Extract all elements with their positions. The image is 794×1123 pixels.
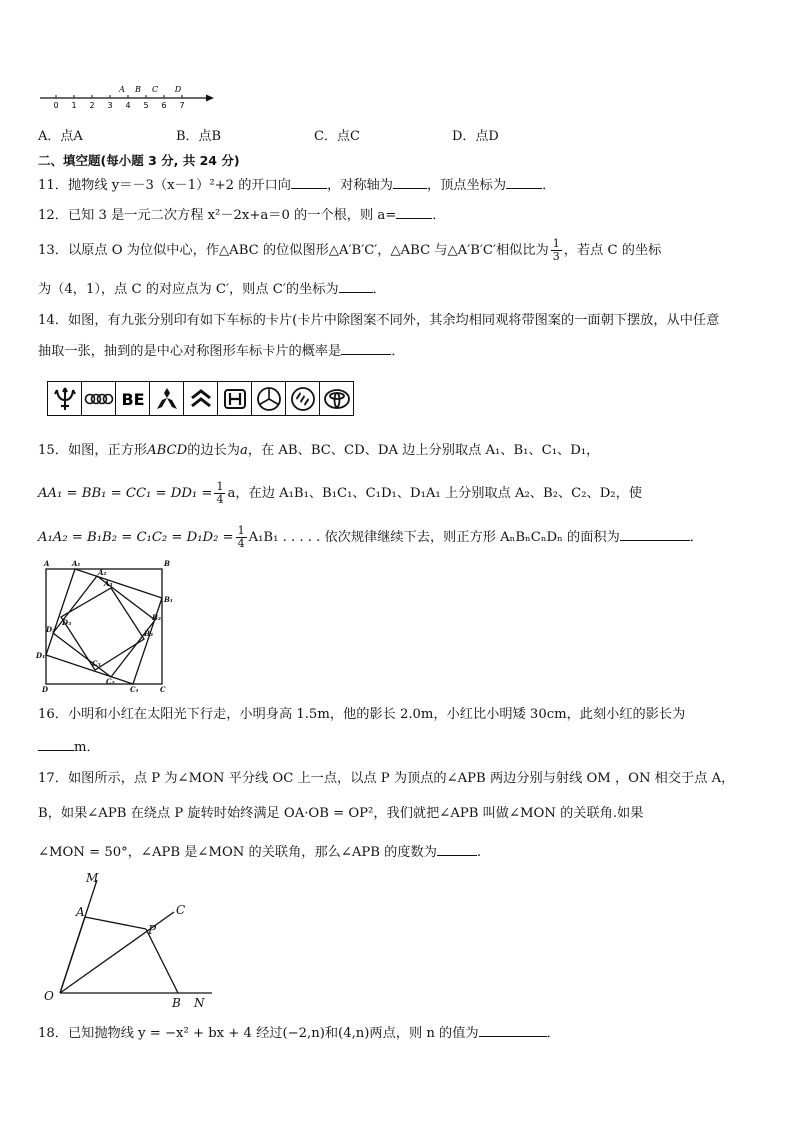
- fig15-label: C₃: [92, 659, 101, 668]
- citroen-icon: [184, 382, 218, 415]
- tick-label: 0: [53, 101, 59, 110]
- point-label-a: A: [119, 85, 125, 94]
- question-12: 12．已知 3 是一元二次方程 x²－2x+a＝0 的一个根，则 a= ．: [38, 208, 446, 223]
- number-line-figure: [38, 84, 218, 114]
- question-17-line2: B，如果∠APB 在绕点 P 旋转时始终满足 OA·OB = OP²，我们就把∠APB 叫做∠MON 的关联角.如果: [38, 806, 644, 821]
- fig15-label: D₁: [36, 651, 46, 660]
- fig15-label: A: [44, 560, 50, 568]
- question-11: 11．抛物线 y＝－3（x－1）²+2 的开口向 ，对称轴为 ，顶点坐标为 ．: [38, 178, 556, 193]
- fraction-one-quarter-2: $\frac{1}{4}$: [237, 524, 245, 550]
- point-label-d: D: [174, 85, 182, 94]
- svg-text:BE: BE: [120, 389, 145, 409]
- q10-option-c: C．点C: [314, 129, 360, 144]
- question-15-line1: 15．如图，正方形ABCD的边长为a，在 AB、BC、CD、DA 边上分别取点 A₁、B₁、C₁、D₁，: [38, 443, 600, 458]
- tick-label: 7: [179, 101, 185, 110]
- question-17-line3: ∠MON = 50°，∠APB 是∠MON 的关联角，那么∠APB 的度数为 .: [38, 845, 482, 860]
- fig17-label-n: N: [194, 996, 205, 1008]
- question-14-line1: 14．如图，有九张分别印有如下车标的卡片(卡片中除图案不同外，其余均相同观将带图案的一面朝下摆放，从中任意: [38, 313, 720, 328]
- fig17-label-a: A: [76, 905, 85, 919]
- fig15-label: C₁: [130, 685, 139, 694]
- toyota-icon: [320, 382, 353, 415]
- question-16-line2: m．: [38, 738, 100, 757]
- tick-label: 6: [161, 101, 167, 110]
- q10-option-a: A．点A: [38, 129, 83, 144]
- tick-label: 1: [71, 101, 77, 110]
- fig15-label: D₃: [62, 618, 72, 627]
- q10-option-b: B．点B: [176, 129, 222, 144]
- fig15-label: B₃: [144, 629, 153, 638]
- fig15-label: D: [42, 685, 49, 694]
- fig17-label-o: O: [44, 989, 54, 1003]
- fig15-label: A₂: [98, 568, 107, 577]
- fig15-label: B₂: [152, 613, 161, 622]
- tick-label: 4: [125, 101, 131, 110]
- question-15-line2: AA₁ = BB₁ = CC₁ = DD₁ = $\frac{1}{4}$ a，在边 A₁B₁、B₁C₁、C₁D₁、D₁A₁ 上分别取点 A₂、B₂、C₂、D₂，使: [38, 480, 642, 506]
- tick-label: 3: [107, 101, 113, 110]
- fig15-label: A₁: [72, 560, 81, 568]
- fig15-label: C: [160, 685, 166, 694]
- question-17-line1: 17．如图所示，点 P 为∠MON 平分线 OC 上一点，以点 P 为顶点的∠APB 两边分别与射线 OM ，ON 相交于点 A，: [38, 771, 735, 786]
- point-label-c: C: [151, 85, 159, 94]
- tick-label: 5: [143, 101, 149, 110]
- q10-option-d: D．点D: [452, 129, 499, 144]
- car-logo-cards: [47, 381, 354, 416]
- fig15-label: C₂: [106, 677, 115, 686]
- trident-icon: [48, 382, 82, 415]
- question-14-line2: 抽取一张，抽到的是中心对称图形车标卡片的概率是 ．: [38, 344, 405, 359]
- question-18: 18．已知抛物线 y = −x² + bx + 4 经过(−2,n)和(4,n)两点，则 n 的值为 ．: [38, 1026, 560, 1041]
- section-title: 二、填空题(每小题 3 分, 共 24 分): [38, 153, 240, 168]
- point-label-b: B: [135, 85, 141, 94]
- question-13-line1: 13．以原点 O 为位似中心，作△ABC 的位似图形△A′B′C′，△ABC 与△A′B′C′相似比为 $\frac{1}{3}$ ，若点 C 的坐标: [38, 237, 662, 263]
- fig15-label: A₃: [104, 579, 113, 588]
- square-figure: [34, 560, 174, 695]
- rings-icon: [82, 382, 116, 415]
- angle-figure: [42, 868, 222, 1008]
- fig17-label-m: M: [86, 871, 99, 885]
- question-15-line3: A₁A₂ = B₁B₂ = C₁C₂ = D₁D₂ = $\frac{1}{4}$ A₁B₁ . . . . . 依次规律继续下去，则正方形 AₙBₙCₙDₙ 的面积为 ．: [38, 524, 703, 550]
- mitsubishi-icon: [150, 382, 184, 415]
- be-icon: [116, 382, 150, 415]
- fig15-label: B: [164, 560, 170, 568]
- honda-icon: [218, 382, 252, 415]
- buick-icon: [286, 382, 320, 415]
- fig17-label-b: B: [172, 996, 181, 1008]
- fraction-one-third: $\frac{1}{3}$: [552, 237, 560, 263]
- tick-label: 2: [89, 101, 95, 110]
- question-13-line2: 为（4，1），点 C 的对应点为 C′，则点 C′的坐标为 ．: [38, 282, 386, 297]
- benz-icon: [252, 382, 286, 415]
- fraction-one-quarter: $\frac{1}{4}$: [216, 480, 224, 506]
- question-16-line1: 16．小明和小红在太阳光下行走，小明身高 1.5m，他的影长 2.0m，小红比小明矮 30cm，此刻小红的影长为: [38, 707, 686, 722]
- fig15-label: D₂: [46, 625, 56, 634]
- fig15-label: B₁: [164, 595, 173, 604]
- fig17-label-c: C: [176, 903, 186, 917]
- fig17-label-p: P: [148, 923, 157, 937]
